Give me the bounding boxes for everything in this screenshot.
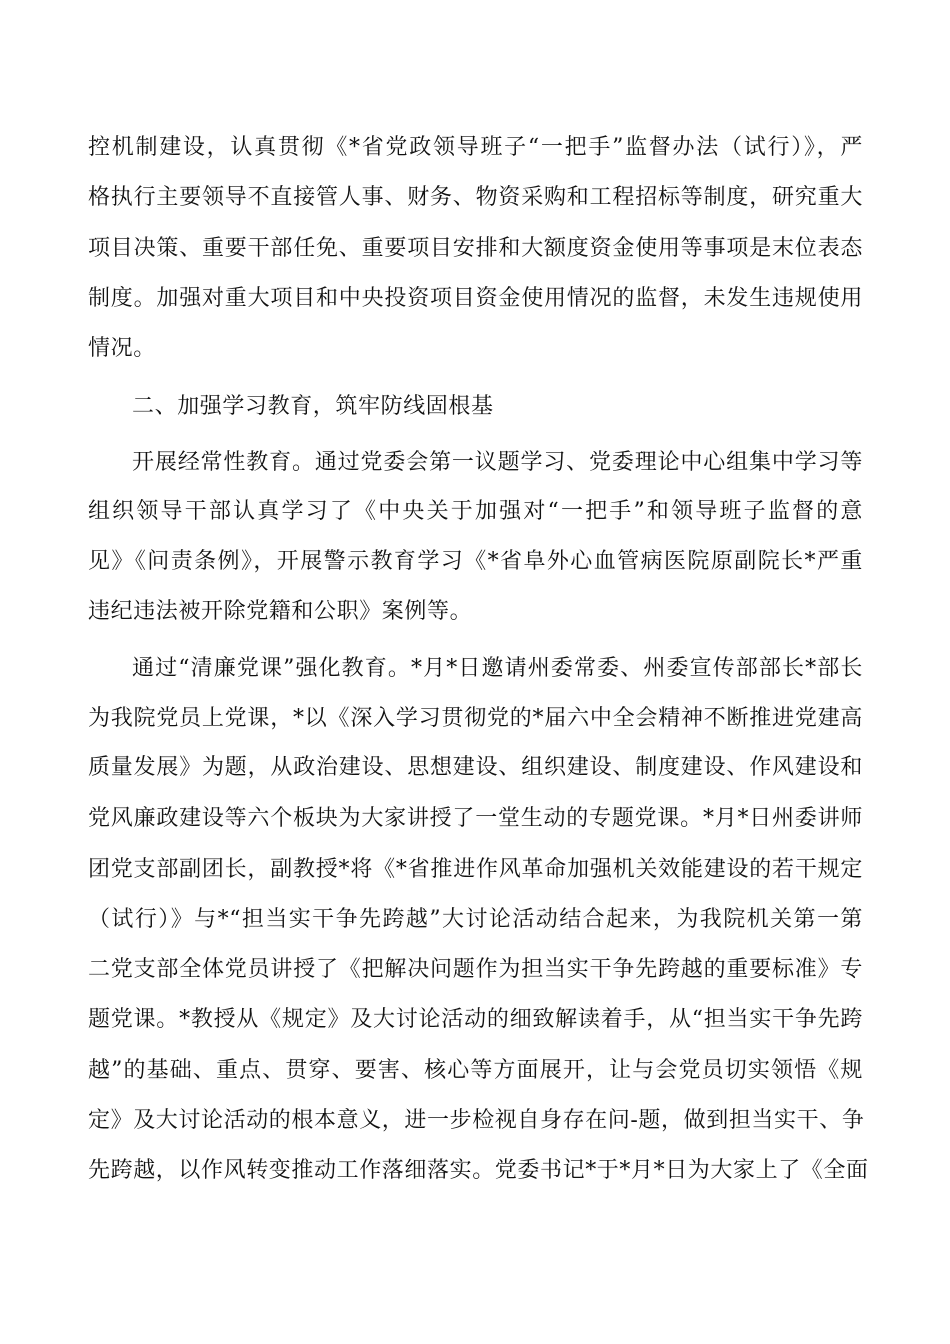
text-line: 质量发展》为题，从政治建设、思想建设、组织建设、制度建设、作风建设和 [88, 755, 863, 780]
text-line: 定》及大讨论活动的根本意义，进一步检视自身存在问-题，做到担当实干、争 [88, 1108, 865, 1133]
text-line: 越”的基础、重点、贯穿、要害、核心等方面展开，让与会党员切实领悟《规 [88, 1058, 863, 1083]
text-line: 制度。加强对重大项目和中央投资项目资金使用情况的监督，未发生违规使用 [88, 286, 863, 311]
text-line: 开展经常性教育。通过党委会第一议题学习、党委理论中心组集中学习等 [132, 450, 863, 475]
text-line: 见》《问责条例》，开展警示教育学习《*省阜外心血管病医院原副院长*严重 [88, 549, 863, 574]
text-line: 党风廉政建设等六个板块为大家讲授了一堂生动的专题党课。*月*日州委讲师 [88, 806, 863, 831]
text-line: 情况。 [88, 336, 156, 361]
text-line: 格执行主要领导不直接管人事、财务、物资采购和工程招标等制度，研究重大 [88, 185, 863, 210]
text-line: （试行）》与*“担当实干争先跨越”大讨论活动结合起来，为我院机关第一第 [88, 907, 863, 932]
text-line: 先跨越，以作风转变推动工作落细落实。党委书记*于*月*日为大家上了《全面 [88, 1158, 869, 1183]
text-line: 控机制建设，认真贯彻《*省党政领导班子“一把手”监督办法（试行）》，严 [88, 135, 863, 160]
text-line: 题党课。*教授从《规定》及大讨论活动的细致解读着手，从“担当实干争先跨 [88, 1007, 863, 1032]
text-line: 通过“清廉党课”强化教育。*月*日邀请州委常委、州委宣传部部长*部长 [132, 656, 863, 681]
text-line: 二党支部全体党员讲授了《把解决问题作为担当实干争先跨越的重要标准》专 [88, 957, 863, 982]
text-line: 违纪违法被开除党籍和公职》案例等。 [88, 599, 473, 624]
text-line: 团党支部副团长，副教授*将《*省推进作风革命加强机关效能建设的若干规定 [88, 857, 863, 882]
section-heading: 二、加强学习教育，筑牢防线固根基 [132, 394, 494, 419]
text-line: 组织领导干部认真学习了《中央关于加强对“一把手”和领导班子监督的意 [88, 499, 863, 524]
text-line: 项目决策、重要干部任免、重要项目安排和大额度资金使用等事项是末位表态 [88, 236, 863, 261]
text-line: 为我院党员上党课，*以《深入学习贯彻党的*届六中全会精神不断推进党建高 [88, 706, 863, 731]
